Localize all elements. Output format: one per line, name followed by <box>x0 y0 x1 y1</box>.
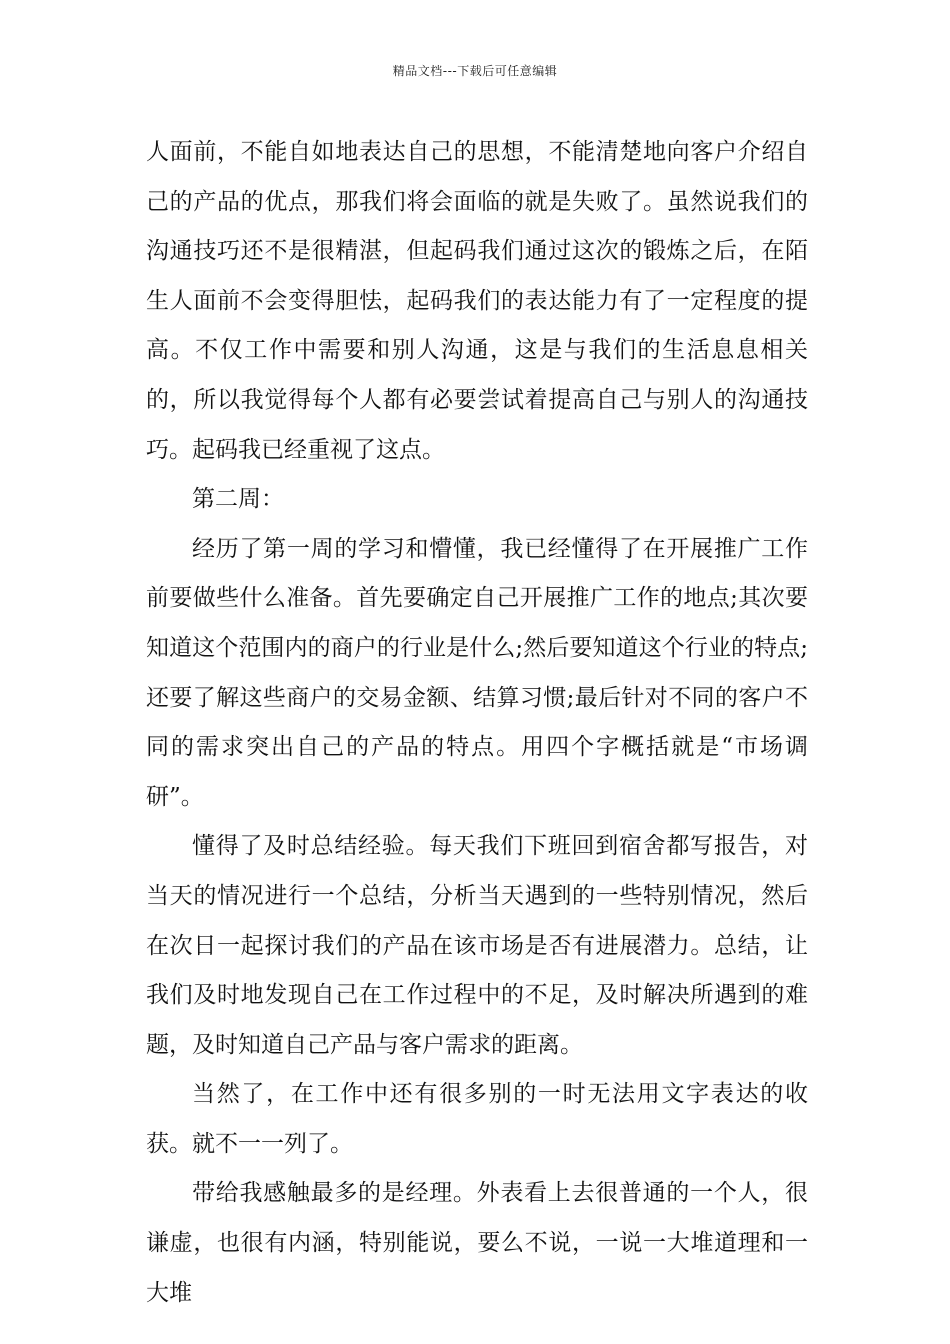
paragraph-5: 带给我感触最多的是经理。外表看上去很普通的一个人，很谦虚，也很有内涵，特别能说，要么不说，一说一大堆道理和一大堆 <box>146 1180 808 1306</box>
page-header: 精品文档---下载后可任意编辑 <box>392 64 558 78</box>
paragraph-3: 懂得了及时总结经验。每天我们下班回到宿舍都写报告，对当天的情况进行一个总结，分析当天遇到的一些特别情况，然后在次日一起探讨我们的产品在该市场是否有进展潜力。总结，让我们及时地发现自己在工作过程中的不足，及时解决所遇到的难题，及时知道自己产品与客户需求的距离。 <box>146 833 808 1058</box>
paragraph-2: 经历了第一周的学习和懵懂，我已经懂得了在开展推广工作前要做些什么准备。首先要确定自己开展推广工作的地点;其次要知道这个范围内的商户的行业是什么;然后要知道这个行业的特点;还要了解这些商户的交易金额、结算习惯;最后针对不同的客户不同的需求突出自己的产品的特点。用四个字概括就是“市场调研”。 <box>146 535 808 810</box>
paragraph-4: 当然了，在工作中还有很多别的一时无法用文字表达的收获。就不一一列了。 <box>146 1081 808 1157</box>
document-body <box>146 128 808 1318</box>
section-heading-week-two: 第二周： <box>192 486 284 513</box>
paragraph-1: 人面前，不能自如地表达自己的思想，不能清楚地向客户介绍自己的产品的优点，那我们将会面临的就是失败了。虽然说我们的沟通技巧还不是很精湛，但起码我们通过这次的锻炼之后，在陌生人面前不会变得胆怯，起码我们的表达能力有了一定程度的提高。不仅工作中需要和别人沟通，这是与我们的生活息息相关的，所以我觉得每个人都有必要尝试着提高自己与别人的沟通技巧。起码我已经重视了这点。 <box>146 139 808 463</box>
